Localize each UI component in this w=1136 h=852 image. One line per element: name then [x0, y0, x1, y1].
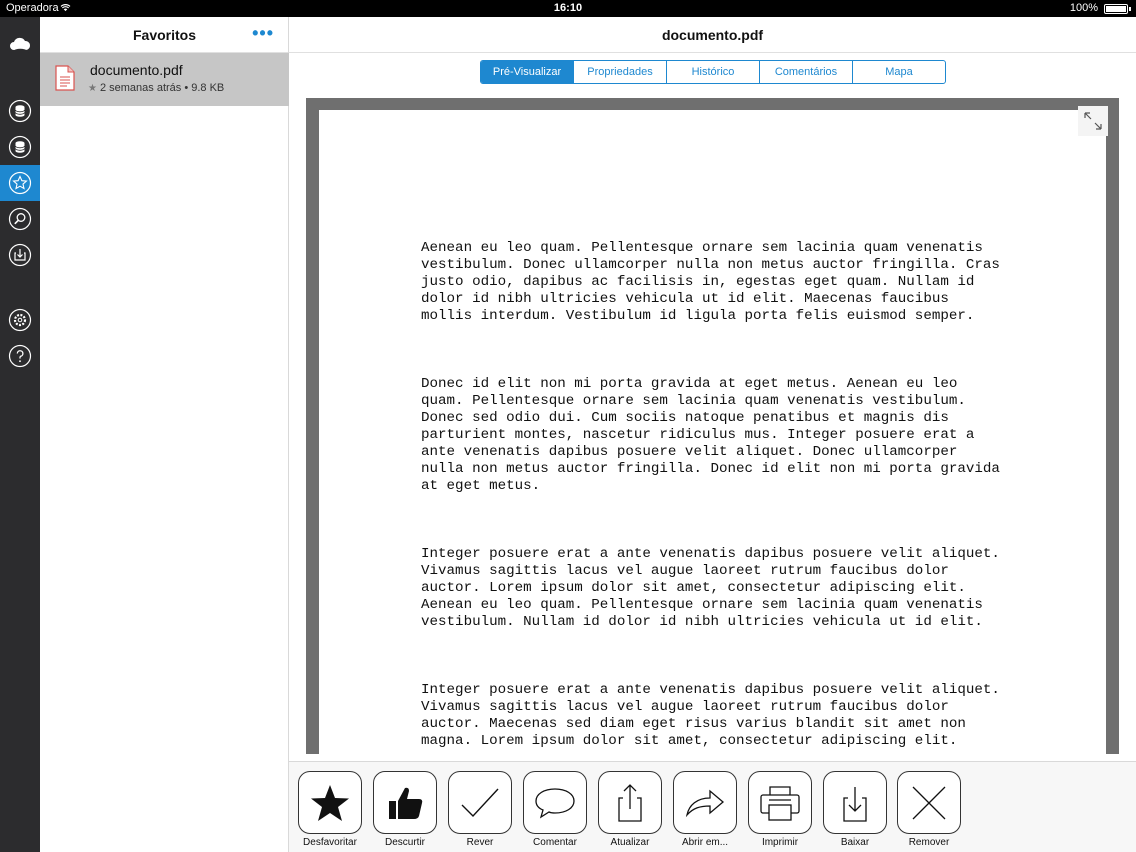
document-paragraph: Donec id elit non mi porta gravida at eget metus. Aenean eu leo quam. Pellentesque ornare sem lacinia quam venenatis vestibulum. Donec sed odio dui. Cum sociis natoque penatibus et magnis dis parturient montes, nascetur ridiculus mus. Integer posuere erat a ante venenatis dapibus posuere velit aliquet. Donec ullamcorper nulla non metus auctor fringilla. Donec id elit non mi porta gravida at eget metus.: [421, 376, 1000, 494]
download-tray-icon: [833, 781, 877, 825]
document-text: [421, 206, 1021, 801]
unfavorite-button[interactable]: [298, 771, 362, 848]
tab-map[interactable]: Mapa: [885, 66, 913, 78]
document-preview[interactable]: [306, 98, 1119, 754]
icon-rail: [0, 17, 40, 852]
status-time: 16:10: [553, 2, 583, 14]
file-name: documento.pdf: [90, 62, 183, 78]
tab-history[interactable]: Histórico: [667, 61, 760, 83]
help-icon[interactable]: [0, 338, 40, 374]
x-icon: [907, 781, 951, 825]
battery-percentage: 100%: [1069, 2, 1098, 14]
update-button[interactable]: [598, 771, 662, 848]
more-options-button[interactable]: •••: [252, 23, 274, 43]
open-in-button[interactable]: [673, 771, 737, 848]
download-icon[interactable]: [0, 237, 40, 273]
share-arrow-icon: [683, 781, 727, 825]
document-page: [319, 110, 1106, 754]
unfavorite-label: Desfavoritar: [303, 837, 357, 848]
favorites-header: [40, 17, 288, 53]
segmented-tabs: [480, 60, 946, 84]
remove-label: Remover: [908, 837, 950, 848]
speech-bubble-icon: [533, 781, 577, 825]
thumbs-up-icon: [383, 781, 427, 825]
gear-icon[interactable]: [0, 302, 40, 338]
expand-icon: [1082, 110, 1104, 132]
document-paragraph: Integer posuere erat a ante venenatis dapibus posuere velit aliquet. Vivamus sagittis lacus vel augue laoreet rutrum faucibus dolor auctor. Lorem ipsum dolor sit amet, consectetur adipiscing elit. Aenean eu leo quam. Pellentesque ornare sem lacinia quam venenatis vestibulum. Nullam id dolor id nibh ultricies vehicula ut id elit.: [421, 546, 1000, 630]
document-title: documento.pdf: [661, 27, 764, 43]
document-paragraph: Integer posuere erat a ante venenatis dapibus posuere velit aliquet. Vivamus sagittis lacus vel augue laoreet rutrum faucibus dolor auctor. Maecenas sed diam eget risus varius blandit sit amet non magna. Lorem ipsum dolor sit amet, consectetur adipiscing elit.: [421, 682, 1000, 749]
document-paragraph: Aenean eu leo quam. Pellentesque ornare sem lacinia quam venenatis vestibulum. Donec ullamcorper nulla non metus auctor fringilla. Cras justo odio, dapibus ac facilisis in, egestas eget quam. Nullam id dolor id nibh ultricies vehicula ut id elit. Maecenas faucibus mollis interdum. Vestibulum id ligula porta felis euismod semper.: [421, 240, 1000, 324]
unlike-button[interactable]: [373, 771, 437, 848]
action-toolbar: [289, 761, 1136, 852]
update-label: Atualizar: [610, 837, 650, 848]
battery-icon: [1104, 4, 1128, 14]
database-icon[interactable]: [0, 129, 40, 165]
cloud-logo-icon[interactable]: [0, 27, 40, 63]
favorites-title: Favoritos: [132, 27, 196, 43]
main-area: [289, 17, 1136, 852]
star-icon: ★: [88, 83, 97, 94]
review-label: Rever: [466, 837, 494, 848]
pdf-file-icon: [55, 65, 75, 91]
tab-preview[interactable]: Pré-Visualizar: [481, 61, 574, 83]
file-meta-text: 2 semanas atrás • 9.8 KB: [99, 82, 225, 94]
tab-comments[interactable]: Comentários: [760, 61, 853, 83]
file-meta: [88, 82, 224, 94]
unlike-label: Descurtir: [384, 837, 425, 848]
favorites-panel: [40, 17, 289, 852]
print-button[interactable]: [748, 771, 812, 848]
search-icon[interactable]: [0, 201, 40, 237]
download-label: Baixar: [840, 837, 870, 848]
star-filled-icon: [308, 781, 352, 825]
checkmark-icon: [458, 781, 502, 825]
favorites-star-icon[interactable]: [0, 165, 40, 201]
carrier-label: Operadora: [6, 2, 59, 14]
expand-fullscreen-button[interactable]: [1078, 106, 1108, 136]
review-button[interactable]: [448, 771, 512, 848]
main-header: [289, 17, 1136, 53]
remove-button[interactable]: [897, 771, 961, 848]
comment-button[interactable]: [523, 771, 587, 848]
printer-icon: [758, 781, 802, 825]
upload-icon: [608, 781, 652, 825]
download-button[interactable]: [823, 771, 887, 848]
status-bar: [0, 0, 1136, 17]
open-in-label: Abrir em...: [681, 837, 729, 848]
database-icon[interactable]: [0, 93, 40, 129]
comment-label: Comentar: [533, 837, 577, 848]
tab-properties[interactable]: Propriedades: [574, 61, 667, 83]
print-label: Imprimir: [761, 837, 799, 848]
file-list-item[interactable]: [40, 53, 289, 106]
